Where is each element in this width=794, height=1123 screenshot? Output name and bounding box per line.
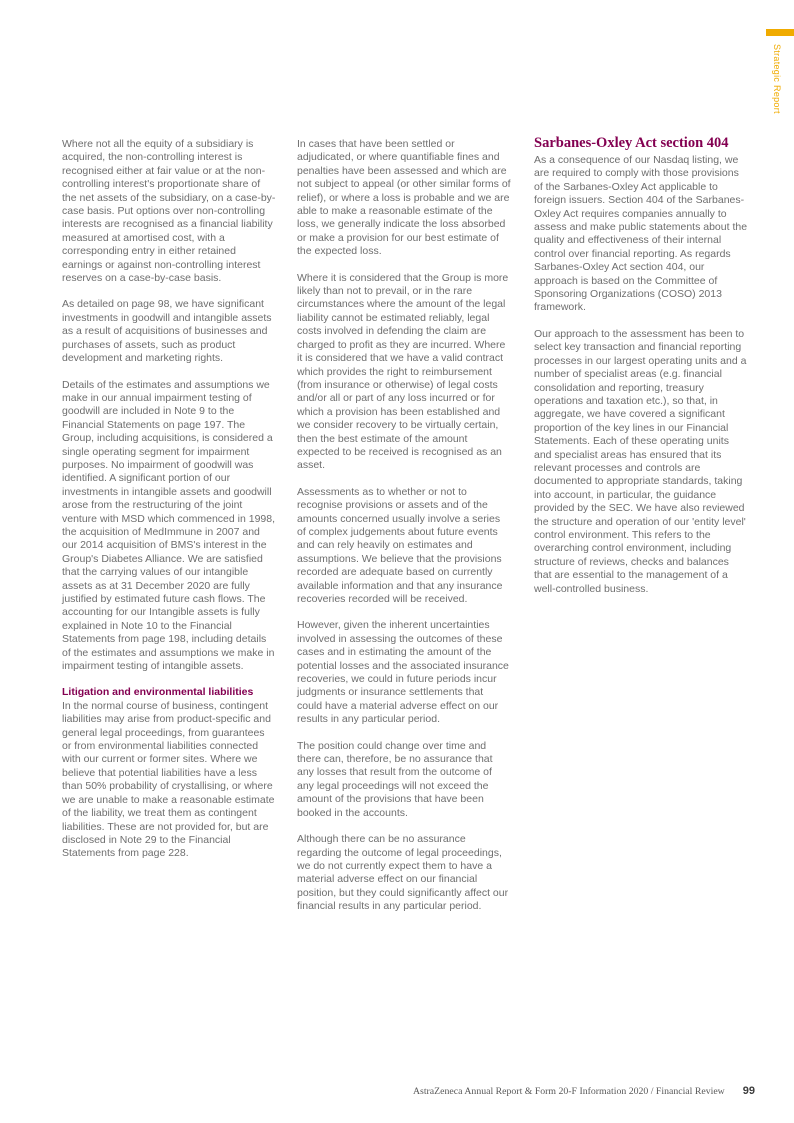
paragraph: Details of the estimates and assumptions we make in our annual impairment testing of goodwill are included in Note 9 to the Financial Statements on page 197. The Group, including acquisitions, is considered a single operating segment for impairment purposes. No impairment of goodwill was identified. A significant portion of our investments in intangible assets and goodwill arose from the restructuring of the joint venture with MSD which commenced in 1998, the acquisition of MedImmune in 2007 and our 2014 acquisition of BMS's interest in the Group's Diabetes Alliance. We are satisfied that the carrying values of our intangible assets as at 31 December 2020 are fully justified by estimated future cash flows. The accounting for our Intangible assets is fully explained in Note 10 to the Financial Statements from page 198, including details of the estimates and assumptions we make in impairment testing of intangible assets. — [62, 378, 276, 673]
section-tab-bar — [766, 29, 794, 36]
footer-report-title: AstraZeneca Annual Report & Form 20-F Information 2020 / Financial Review — [412, 1086, 725, 1097]
sarbanes-oxley-heading: Sarbanes-Oxley Act section 404 — [534, 135, 729, 151]
paragraph: Where it is considered that the Group is more likely than not to prevail, or in the rare circumstances where the amount of the legal liability cannot be estimated reliably, legal costs involved in defending the claim are charged to profit as they are incurred. Where it is considered that we have a valid contract which provides the right to reimbursement (from insurance or otherwise) of legal costs and/or all or part of any loss incurred or for which a provision has been established and we consider recovery to be virtually certain, then the best estimate of the amount expected to be received is recognised as an asset. — [297, 271, 509, 472]
section-tab-label: Strategic Report — [772, 44, 782, 114]
litigation-heading: Litigation and environmental liabilities — [62, 686, 254, 699]
paragraph: In the normal course of business, contingent liabilities may arise from product-specific and general legal proceedings, from guarantees or from environmental liabilities connected with our current or former sites. Where we believe that potential liabilities have a less than 50% probability of crystallising, or where we are unable to make a reasonable estimate of the liability, we treat them as contingent liabilities. These are not provided for, but are disclosed in Note 29 to the Financial Statements from page 228. — [62, 699, 275, 860]
page-footer — [413, 1085, 755, 1097]
page-number: 99 — [742, 1085, 755, 1097]
text-column-3 — [534, 135, 748, 609]
text-column-2 — [297, 138, 511, 927]
paragraph: As a consequence of our Nasdaq listing, we are required to comply with those provisions of the Sarbanes-Oxley Act applicable to foreign issuers. Section 404 of the Sarbanes-Oxley Act requires companies annually to assess and make public statements about the quality and effectiveness of their internal control over financial reporting. As regards Sarbanes-Oxley Act section 404, our approach is based on the Committee of Sponsoring Organizations (COSO) 2013 framework. — [534, 154, 748, 314]
paragraph: Our approach to the assessment has been to select key transaction and financial reporting processes in our largest operating units and a number of specialist areas (e.g. financial consolidation and reporting, treasury operations and taxation etc.), so that, in aggregate, we have covered a significant proportion of the key lines in our Financial Statements. Each of these operating units and specialist areas has ensured that its relevant processes and controls are documented to appropriate standards, taking into account, in particular, the guidance provided by the SEC. We have also reviewed the structure and operation of our 'entity level' control environment. This refers to the overarching control environment, including structure of reviews, checks and balances that are essential to the management of a well-controlled business. — [534, 327, 747, 595]
paragraph: As detailed on page 98, we have significant investments in goodwill and intangible assets as a result of acquisitions of businesses and purchases of assets, such as product development and marketing rights. — [62, 298, 272, 365]
paragraph: Assessments as to whether or not to recognise provisions or assets and of the amounts concerned usually involve a series of complex judgements about future events and can rely heavily on estimates and assumptions. We believe that the provisions recorded are adequate based on currently available information and that any insurance recoveries recorded will be received. — [297, 485, 503, 605]
paragraph: Although there can be no assurance regarding the outcome of legal proceedings, we do not currently expect them to have a material adverse effect on our financial position, but they could significantly affect our financial results in any particular period. — [297, 833, 509, 913]
paragraph: Where not all the equity of a subsidiary is acquired, the non-controlling interest is recognised either at fair value or at the non-controlling interest's proportionate share of the net assets of the subsidiary, on a case-by-case basis. Put options over non-controlling interests are recognised as a financial liability measured at amortised cost, with a corresponding entry in either retained earnings or against non-controlling interest reserves on a case-by-case basis. — [62, 138, 276, 285]
text-column-1 — [62, 138, 276, 874]
paragraph: In cases that have been settled or adjudicated, or where quantifiable fines and penalties have been assessed and which are not subject to appeal (or other similar forms of relief), or where a loss is probable and we are able to make a reasonable estimate of the loss, we generally indicate the loss absorbed or make a provision for our best estimate of the expected loss. — [297, 138, 511, 258]
paragraph: The position could change over time and there can, therefore, be no assurance that any losses that result from the outcome of any legal proceedings will not exceed the amount of the provisions that have been booked in the accounts. — [297, 739, 493, 819]
paragraph: However, given the inherent uncertainties involved in assessing the outcomes of these cases and in estimating the amount of the potential losses and the associated insurance recoveries, we could in future periods incur judgments or insurance settlements that could have a material adverse effect on our results in any particular period. — [297, 619, 509, 726]
